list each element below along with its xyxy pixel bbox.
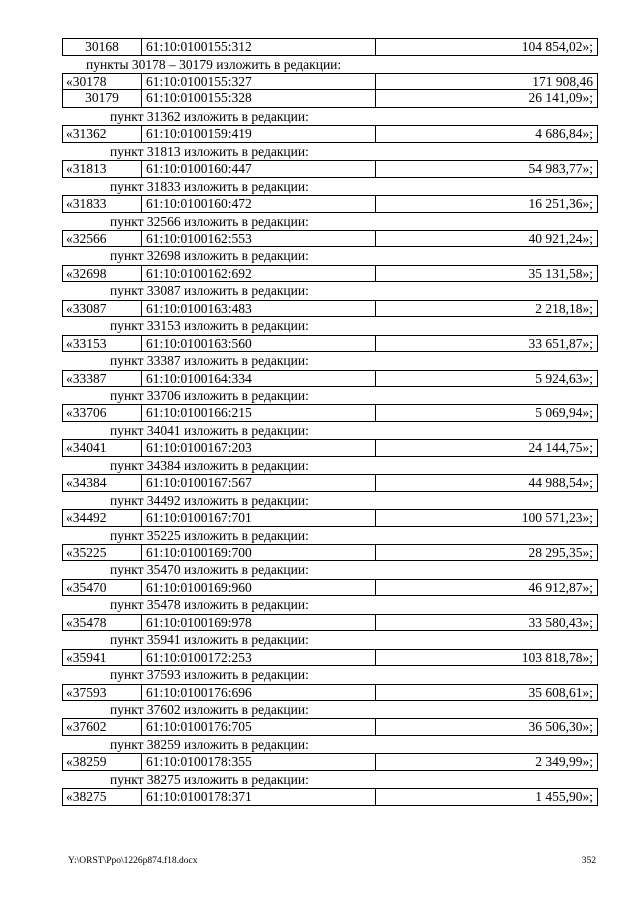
cadastral-number-cell: 61:10:0100167:701 xyxy=(142,510,376,526)
item-number-cell: «33153 xyxy=(63,336,142,352)
item-number-cell: «35470 xyxy=(63,580,142,596)
cadastral-number-cell: 61:10:0100176:705 xyxy=(142,719,376,735)
cadastral-number-cell: 61:10:0100155:328 xyxy=(142,90,376,107)
amendment-note: пункт 31362 изложить в редакции: xyxy=(110,108,309,124)
value-cell: 100 571,23»; xyxy=(521,510,593,526)
cadastral-number-cell: 61:10:0100169:960 xyxy=(142,580,376,596)
cadastral-number-cell: 61:10:0100160:472 xyxy=(142,196,376,212)
value-cell: 1 455,90»; xyxy=(535,789,593,805)
table-row xyxy=(62,474,598,492)
item-number-cell: «34384 xyxy=(63,475,142,491)
amendment-note: пункт 33087 изложить в редакции: xyxy=(110,283,309,299)
item-number-cell: «35225 xyxy=(63,545,142,561)
value-cell: 33 651,87»; xyxy=(528,335,593,351)
item-number-cell: «34041 xyxy=(63,440,142,456)
value-cell: 44 988,54»; xyxy=(528,475,593,491)
item-number-cell: 30179 xyxy=(63,90,142,107)
item-number-cell: «35478 xyxy=(63,615,142,631)
table-row xyxy=(62,614,598,632)
cadastral-number-cell: 61:10:0100162:553 xyxy=(142,231,376,247)
cadastral-number-cell: 61:10:0100164:334 xyxy=(142,371,376,387)
cadastral-number-cell: 61:10:0100178:371 xyxy=(142,789,376,805)
cadastral-number-cell: 61:10:0100167:567 xyxy=(142,475,376,491)
cadastral-number-cell: 61:10:0100155:312 xyxy=(142,39,376,55)
cadastral-number-cell: 61:10:0100178:355 xyxy=(142,754,376,770)
amendment-note: пункт 35225 изложить в редакции: xyxy=(110,527,309,543)
page-footer xyxy=(68,856,596,866)
table-row xyxy=(62,684,598,702)
amendment-note: пункт 37593 изложить в редакции: xyxy=(110,667,309,683)
table-row xyxy=(62,370,598,388)
cadastral-number-cell: 61:10:0100163:560 xyxy=(142,336,376,352)
amendment-note: пункт 34041 изложить в редакции: xyxy=(110,422,309,438)
item-number-cell: «32566 xyxy=(63,231,142,247)
value-cell: 26 141,09»; xyxy=(528,90,593,106)
value-cell: 36 506,30»; xyxy=(528,719,593,735)
item-number-cell: «33706 xyxy=(63,405,142,421)
value-cell: 5 924,63»; xyxy=(535,370,593,386)
value-cell: 4 686,84»; xyxy=(535,126,593,142)
value-cell: 16 251,36»; xyxy=(528,196,593,212)
amendment-note: пункт 31813 изложить в редакции: xyxy=(110,143,309,159)
value-cell: 2 349,99»; xyxy=(535,754,593,770)
amendment-note: пункт 38275 изложить в редакции: xyxy=(110,771,309,787)
amendment-note: пункт 32566 изложить в редакции: xyxy=(110,213,309,229)
table-row xyxy=(62,335,598,353)
cadastral-number-cell: 61:10:0100172:253 xyxy=(142,650,376,666)
item-number-cell: «35941 xyxy=(63,650,142,666)
cadastral-number-cell: 61:10:0100163:483 xyxy=(142,301,376,317)
value-cell: 40 921,24»; xyxy=(528,230,593,246)
item-number-cell: «31813 xyxy=(63,161,142,177)
amendment-note: пункты 30178 – 30179 изложить в редакции: xyxy=(86,56,342,72)
value-cell: 24 144,75»; xyxy=(528,440,593,456)
item-number-cell: «38275 xyxy=(63,789,142,805)
amendment-note: пункт 34492 изложить в редакции: xyxy=(110,492,309,508)
cadastral-number-cell: 61:10:0100159:419 xyxy=(142,126,376,142)
item-number-cell: «31362 xyxy=(63,126,142,142)
cadastral-number-cell: 61:10:0100169:978 xyxy=(142,615,376,631)
item-number-cell: «33387 xyxy=(63,371,142,387)
table-row xyxy=(62,544,598,562)
amendment-note: пункт 35941 изложить в редакции: xyxy=(110,632,309,648)
amendment-note: пункт 34384 изложить в редакции: xyxy=(110,457,309,473)
table-row xyxy=(62,509,598,527)
table-row xyxy=(62,90,598,108)
value-cell: 171 908,46 xyxy=(532,73,593,89)
footer-page-number: 352 xyxy=(581,856,596,866)
footer-file-path: Y:\ORST\Ppo\1226p874.f18.docx xyxy=(68,856,198,866)
item-number-cell: «38259 xyxy=(63,754,142,770)
item-number-cell: «34492 xyxy=(63,510,142,526)
value-cell: 35 131,58»; xyxy=(528,265,593,281)
table-row xyxy=(62,160,598,178)
table-row xyxy=(62,125,598,143)
document-body xyxy=(62,38,598,806)
value-cell: 5 069,94»; xyxy=(535,405,593,421)
table-row xyxy=(62,38,598,56)
cadastral-number-cell: 61:10:0100176:696 xyxy=(142,685,376,701)
value-cell: 28 295,35»; xyxy=(528,544,593,560)
value-cell: 46 912,87»; xyxy=(528,579,593,595)
item-number-cell: «33087 xyxy=(63,301,142,317)
value-cell: 2 218,18»; xyxy=(535,300,593,316)
value-cell: 104 854,02»; xyxy=(521,39,593,54)
cadastral-number-cell: 61:10:0100166:215 xyxy=(142,405,376,421)
table-row xyxy=(62,439,598,457)
table-row xyxy=(62,788,598,806)
item-number-cell: «31833 xyxy=(63,196,142,212)
table-row xyxy=(62,195,598,213)
cadastral-number-cell: 61:10:0100167:203 xyxy=(142,440,376,456)
amendment-note: пункт 33706 изложить в редакции: xyxy=(110,388,309,404)
amendment-note: пункт 33153 изложить в редакции: xyxy=(110,318,309,334)
item-number-cell: «32698 xyxy=(63,266,142,282)
amendment-note: пункт 32698 изложить в редакции: xyxy=(110,248,309,264)
cadastral-number-cell: 61:10:0100155:327 xyxy=(142,74,376,90)
cadastral-number-cell: 61:10:0100162:692 xyxy=(142,266,376,282)
table-row xyxy=(62,300,598,318)
item-number-cell: «37602 xyxy=(63,719,142,735)
item-number-cell: «30178 xyxy=(63,74,142,90)
table-row xyxy=(62,718,598,736)
item-number-cell: «37593 xyxy=(63,685,142,701)
value-cell: 33 580,43»; xyxy=(528,614,593,630)
amendment-note: пункт 35470 изложить в редакции: xyxy=(110,562,309,578)
table-row xyxy=(62,73,598,91)
cadastral-number-cell: 61:10:0100169:700 xyxy=(142,545,376,561)
table-row xyxy=(62,579,598,597)
table-row xyxy=(62,404,598,422)
item-number-cell: 30168 xyxy=(63,39,142,55)
value-cell: 103 818,78»; xyxy=(521,649,593,665)
value-cell: 54 983,77»; xyxy=(528,161,593,177)
cadastral-number-cell: 61:10:0100160:447 xyxy=(142,161,376,177)
table-row xyxy=(62,265,598,283)
amendment-note: пункт 37602 изложить в редакции: xyxy=(110,702,309,718)
table-row xyxy=(62,649,598,667)
amendment-note: пункт 31833 изложить в редакции: xyxy=(110,178,309,194)
amendment-note: пункт 35478 изложить в редакции: xyxy=(110,597,309,613)
table-row xyxy=(62,753,598,771)
amendment-note: пункт 33387 изложить в редакции: xyxy=(110,353,309,369)
value-cell: 35 608,61»; xyxy=(528,684,593,700)
amendment-note: пункт 38259 изложить в редакции: xyxy=(110,736,309,752)
table-row xyxy=(62,230,598,248)
